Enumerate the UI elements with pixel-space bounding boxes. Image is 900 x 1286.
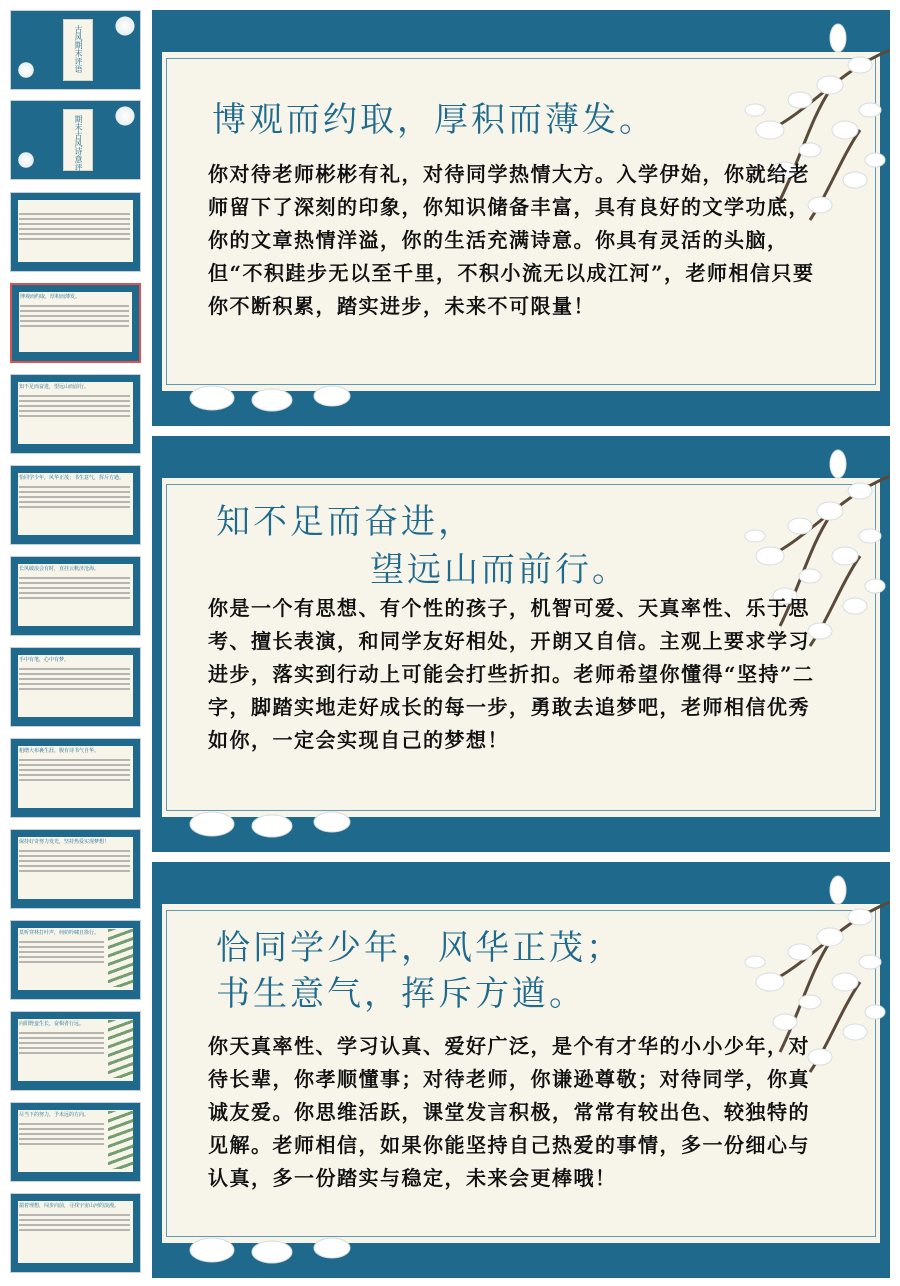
thumbnail-title: 莫听穿林打叶声，何妨吟啸且徐行。: [19, 930, 100, 936]
thumbnail-title: 长风破浪会有时，直挂云帆济沧海。: [19, 566, 100, 572]
slide-title-line-1: 知不足而奋进，: [216, 502, 475, 542]
bamboo-icon: [108, 1111, 134, 1169]
thumbnail-1[interactable]: [10, 10, 141, 90]
text-lines: [19, 1032, 104, 1057]
thumbnail-14[interactable]: [10, 1193, 141, 1273]
magnolia-flowers-icon: [162, 1230, 422, 1278]
slide-body-text: 你对待老师彬彬有礼，对待同学热情大方。入学伊始，你就给老师留下了深刻的印象，你知识储备丰富，具有良好的文学功底，你的文章热情洋溢，你的生活充满诗意。你具有灵活的头脑，但“不积跬步无以至千里，不积小流无以成江河”，老师相信只要你不断积累，踏实进步，未来不可限量！: [208, 162, 815, 318]
thumbnail-title: 博观而约取，厚积而薄发。: [20, 294, 81, 300]
bamboo-icon: [108, 929, 134, 987]
thumbnail-8[interactable]: [10, 647, 141, 727]
thumbnail-3[interactable]: [10, 192, 141, 272]
magnolia-flowers-icon: [162, 804, 422, 852]
magnolia-icon: [114, 105, 136, 127]
thumbnail-title: 手中有笔，心中有梦。: [19, 657, 70, 663]
text-lines: [19, 850, 130, 875]
thumbnail-title: 尽当下的努力，予未远的方向。: [19, 1112, 90, 1118]
text-lines: [19, 395, 130, 420]
text-lines: [19, 1123, 104, 1148]
text-lines: [19, 486, 130, 511]
thumbnail-9[interactable]: [10, 738, 141, 818]
slide-title: 博观而约取，厚积而薄发。: [212, 100, 656, 140]
magnolia-icon: [17, 61, 35, 79]
text-lines: [19, 759, 130, 784]
text-lines: [19, 213, 130, 243]
thumbnail-13[interactable]: [10, 1102, 141, 1182]
thumbnail-title: 期末古风诗意评语: [74, 115, 83, 179]
thumbnail-11[interactable]: [10, 920, 141, 1000]
thumbnail-10[interactable]: [10, 829, 141, 909]
slide-thumbnail-panel: [0, 0, 148, 1286]
slide-body-text: 你天真率性、学习认真、爱好广泛，是个有才华的小小少年，对待长辈，你孝顺懂事；对待老师，你谦逊尊敬；对待同学，你真诚友爱。你思维活跃，课堂发言积极，常常有较出色、较独特的见解。老师相信，如果你能坚持自己热爱的事情，多一份细心与认真，多一份踏实与稳定，未来会更棒哦！: [208, 1034, 810, 1190]
slide-title-line-2: 书生意气，挥斥方遒。: [216, 974, 586, 1014]
thumbnail-title: 向阳野蛮生长，奋楫者行远。: [19, 1021, 85, 1027]
slide-1[interactable]: [152, 10, 890, 426]
thumbnail-title: 揣着理想，闯步向前，寻找宇宙山河的浪漫。: [19, 1203, 120, 1209]
thumbnail-title: 粗缯大布裹生涯，腹有诗书气自华。: [19, 748, 100, 754]
slide-3[interactable]: [152, 862, 890, 1278]
magnolia-icon: [114, 15, 136, 37]
thumbnail-4[interactable]: [10, 283, 141, 363]
slide-2[interactable]: [152, 436, 890, 852]
thumbnail-title: 恰同学少年，风华正茂；书生意气，挥斥方遒。: [19, 475, 125, 481]
thumbnail-title: 保持好奇努力发光，坚持热爱实现梦想！: [19, 839, 110, 845]
slide-title-line-1: 恰同学少年，风华正茂；: [216, 928, 623, 968]
thumbnail-5[interactable]: [10, 374, 141, 454]
text-lines: [19, 941, 104, 966]
thumbnail-title: 古风期末评语: [74, 25, 83, 73]
thumbnail-12[interactable]: [10, 1011, 141, 1091]
thumbnail-2[interactable]: [10, 100, 141, 180]
text-lines: [19, 577, 130, 602]
text-lines: [19, 1214, 130, 1234]
thumbnail-title: 知不足而奋进，望远山而前行。: [19, 384, 90, 390]
thumbnail-7[interactable]: [10, 556, 141, 636]
slide-body-text: 你是一个有思想、有个性的孩子，机智可爱、天真率性、乐于思考、擅长表演，和同学友好相处，开朗又自信。主观上要求学习进步，落实到行动上可能会打些折扣。老师希望你懂得“坚持”二字，脚踏实地走好成长的每一步，勇敢去追梦吧，老师相信优秀如你，一定会实现自己的梦想！: [208, 596, 815, 752]
text-lines: [19, 668, 130, 693]
text-lines: [20, 305, 129, 330]
thumbnail-6[interactable]: [10, 465, 141, 545]
magnolia-icon: [17, 151, 35, 169]
bamboo-icon: [108, 1020, 134, 1078]
magnolia-flowers-icon: [162, 378, 422, 426]
slide-title-line-2: 望远山而前行。: [370, 550, 629, 590]
